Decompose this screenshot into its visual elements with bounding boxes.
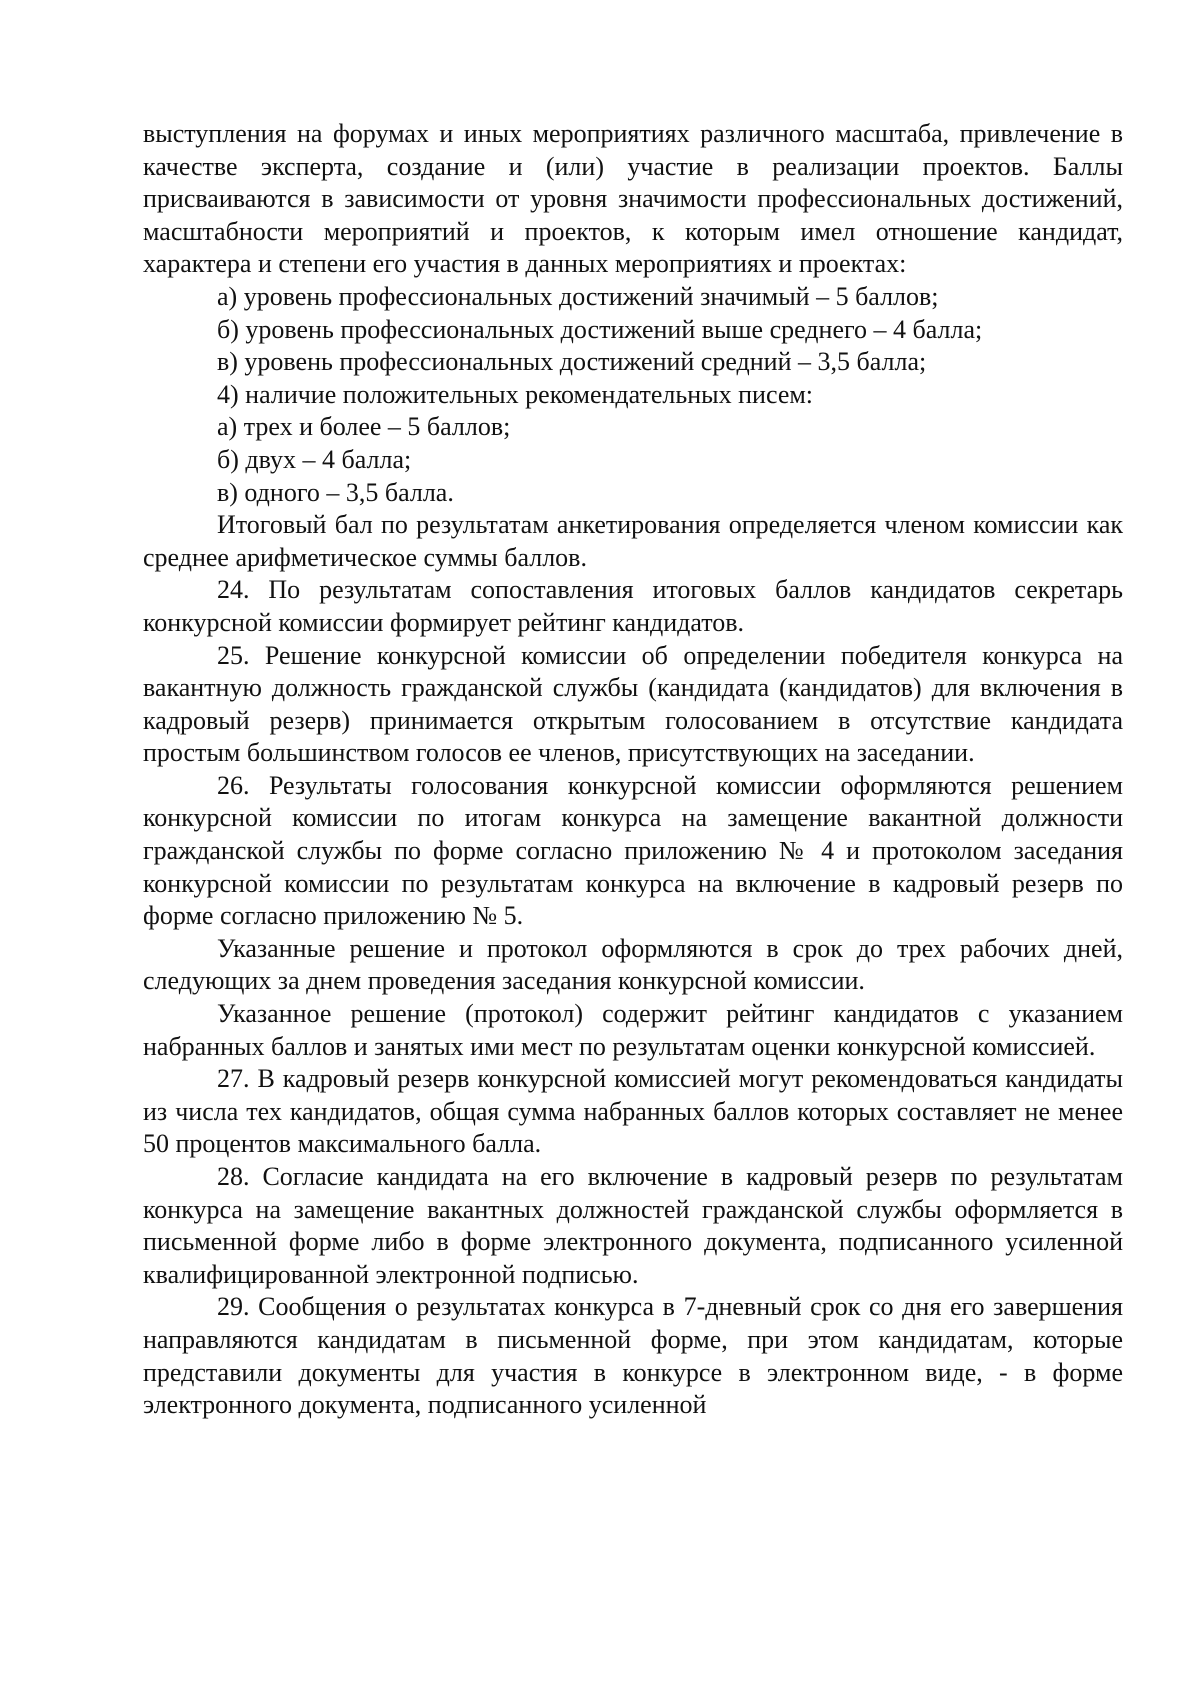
clause-28: 28. Согласие кандидата на его включение в кадровый резерв по результатам конкурса на замещение вакантных должностей гражданской службы оформляется в письменной форме либо в форме электронного документа, подписанного усиленной квалифицированной электронной подписью. [143, 1162, 1123, 1289]
list-item-a-significant: а) уровень профессиональных достижений значимый – 5 баллов; [217, 281, 939, 311]
list-item-b-above-average: б) уровень профессиональных достижений выше среднего – 4 балла; [217, 314, 983, 344]
paragraph-rating: Указанное решение (протокол) содержит рейтинг кандидатов с указанием набранных баллов и занятых ими мест по результатам оценки конкурсной комиссией. [143, 999, 1123, 1061]
clause-25: 25. Решение конкурсной комиссии об определении победителя конкурса на вакантную должность гражданской службы (кандидата (кандидатов) для включения в кадровый резерв) принимается открытым голосованием в отсутствие кандидата простым большинством голосов ее членов, присутствующих на заседании. [143, 640, 1123, 768]
criterion-4-recommendation-letters: 4) наличие положительных рекомендательных писем: [217, 379, 814, 409]
clause-24: 24. По результатам сопоставления итоговых баллов кандидатов секретарь конкурсной комиссии формирует рейтинг кандидатов. [143, 575, 1123, 637]
list-item-c-one: в) одного – 3,5 балла. [217, 477, 454, 507]
clause-26: 26. Результаты голосования конкурсной комиссии оформляются решением конкурсной комиссии по итогам конкурса на замещение вакантной должности гражданской службы по форме согласно приложению № 4 и протоколом заседания конкурсной комиссии по результатам конкурса на включение в кадровый резерв по форме согласно приложению № 5. [143, 770, 1123, 931]
document-page [143, 118, 1123, 1422]
list-item-c-average: в) уровень профессиональных достижений средний – 3,5 балла; [217, 347, 927, 377]
paragraph-deadline: Указанные решение и протокол оформляются в срок до трех рабочих дней, следующих за днем проведения заседания конкурсной комиссии. [143, 933, 1123, 996]
clause-27: 27. В кадровый резерв конкурсной комиссией могут рекомендоваться кандидаты из числа тех кандидатов, общая сумма набранных баллов которых составляет не менее 50 процентов максимального балла. [143, 1064, 1123, 1159]
paragraph-final-score: Итоговый бал по результатам анкетирования определяется членом комиссии как среднее арифметическое суммы баллов. [143, 510, 1123, 572]
list-item-b-two: б) двух – 4 балла; [217, 444, 412, 474]
paragraph-continuation: выступления на форумах и иных мероприятиях различного масштаба, привлечение в качестве эксперта, создание и (или) участие в реализации проектов. Баллы присваиваются в зависимости от уровня значимости профессиональных достижений, масштабности мероприятий и проектов, к которым имел отношение кандидат, характера и степени его участия в данных мероприятиях и проектах: [143, 119, 1123, 279]
list-item-a-three-or-more: а) трех и более – 5 баллов; [217, 412, 511, 442]
clause-29: 29. Сообщения о результатах конкурса в 7-дневный срок со дня его завершения направляются кандидатам в письменной форме, при этом кандидатам, которые представили документы для участия в конкурсе в электронном виде, - в форме электронного документа, подписанного усиленной [143, 1292, 1123, 1420]
